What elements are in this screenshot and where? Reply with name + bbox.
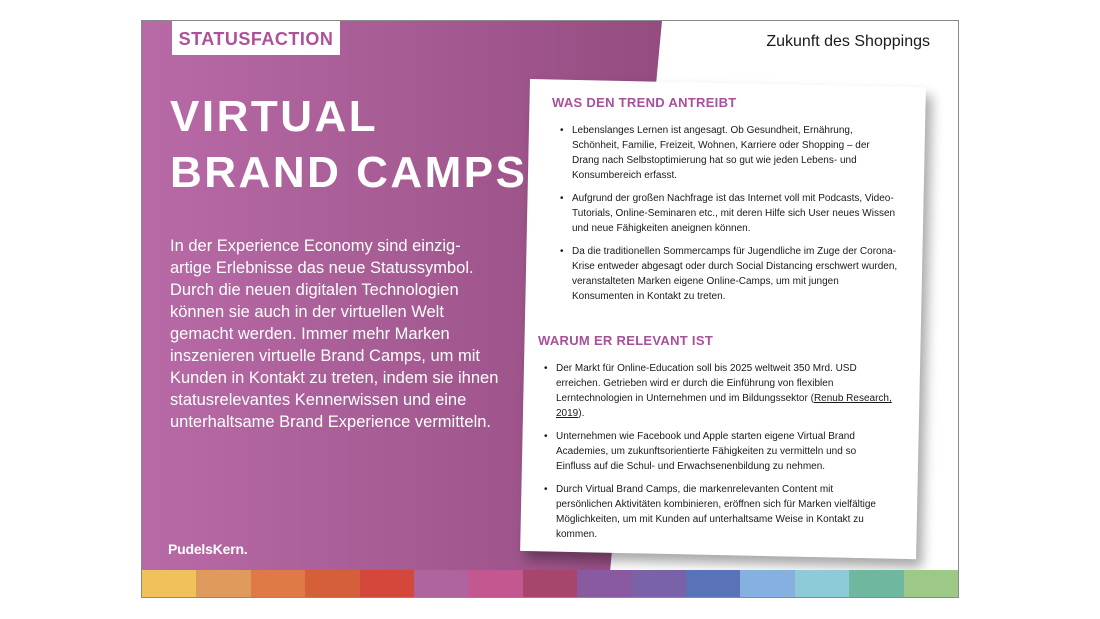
source-link[interactable]: Renub Research, 2019 xyxy=(556,393,892,419)
stripe-segment xyxy=(795,570,849,597)
relevance-list xyxy=(542,361,892,550)
stripe-segment xyxy=(360,570,414,597)
list-item: • Unternehmen wie Facebook und Apple starten eigene Virtual Brand Academies, um zukunftsorientierte Fähigkeiten zu vermitteln und so Einfluss auf die Schul- und Erwachsenenbildung zu nehmen. xyxy=(542,429,892,474)
stripe-segment xyxy=(305,570,359,597)
slide-title xyxy=(170,89,528,201)
list-item-text: Der Markt für Online-Education soll bis 2025 weltweit 350 Mrd. USD erreichen. Getrieben wird er durch die Einführung von flexiblen Lerntechnologien in Unternehmen und im Bildungssektor ( xyxy=(556,363,857,404)
section-heading-relevance: WARUM ER RELEVANT IST xyxy=(538,333,714,348)
title-line-1: VIRTUAL xyxy=(170,92,379,141)
list-item: • Aufgrund der großen Nachfrage ist das Internet voll mit Podcasts, Video-Tutorials, Online-Seminaren etc., mit deren Hilfe sich User neues Wissen und neue Fähigkeiten aneignen können. xyxy=(558,191,898,236)
list-item: • Lebenslanges Lernen ist angesagt. Ob Gesundheit, Ernährung, Schönheit, Familie, Freizeit, Wohnen, Karriere oder Shopping – der Drang nach Selbstoptimierung hat so gut wie jeden Lebens- und Konsumbereich erfasst. xyxy=(558,123,898,183)
stripe-segment xyxy=(904,570,958,597)
stripe-segment xyxy=(849,570,903,597)
section-heading-drivers: WAS DEN TREND ANTREIBT xyxy=(552,95,737,110)
stripe-segment xyxy=(196,570,250,597)
stripe-segment xyxy=(523,570,577,597)
stripe-segment xyxy=(632,570,686,597)
info-card xyxy=(520,79,926,559)
topic-label: Zukunft des Shoppings xyxy=(766,33,930,50)
stripe-segment xyxy=(414,570,468,597)
brand-logo: PudelsKern. xyxy=(168,541,248,557)
list-item: • Da die traditionellen Sommercamps für Jugendliche im Zuge der Corona-Krise entweder abgesagt oder durch Social Distancing erschwert wurden, veranstalteten Marken eigene Online-Camps, um mit jungen Konsumenten in Kontakt zu treten. xyxy=(558,244,898,304)
stripe-segment xyxy=(740,570,794,597)
stripe-segment xyxy=(686,570,740,597)
drivers-list xyxy=(558,123,898,312)
source-tail: ). xyxy=(578,408,585,419)
category-tag: STATUSFACTION xyxy=(172,21,340,55)
color-stripe xyxy=(142,570,958,597)
stripe-segment xyxy=(142,570,196,597)
stripe-segment xyxy=(251,570,305,597)
stripe-segment xyxy=(468,570,522,597)
slide xyxy=(141,20,959,598)
list-item: • Durch Virtual Brand Camps, die markenrelevanten Content mit persönlichen Aktivitäten kombinieren, eröffnen sich für Marken vielfältige Möglichkeiten, um mit Kunden auf unterhaltsame Weise in Kontakt zu kommen. xyxy=(542,482,892,542)
title-line-2: BRAND CAMPS xyxy=(170,148,528,197)
list-item xyxy=(542,361,892,421)
intro-text: In der Experience Economy sind einzig-artige Erlebnisse das neue Statussymbol. Durch die neuen digitalen Technologien können sie auch in der virtuellen Welt gemacht werden. Immer mehr Marken inszenieren virtuelle Brand Camps, um mit Kunden in Kontakt zu treten, indem sie ihnen statusrelevantes Kennerwissen und eine unterhaltsame Brand Experience vermitteln. xyxy=(170,237,499,431)
stripe-segment xyxy=(577,570,631,597)
